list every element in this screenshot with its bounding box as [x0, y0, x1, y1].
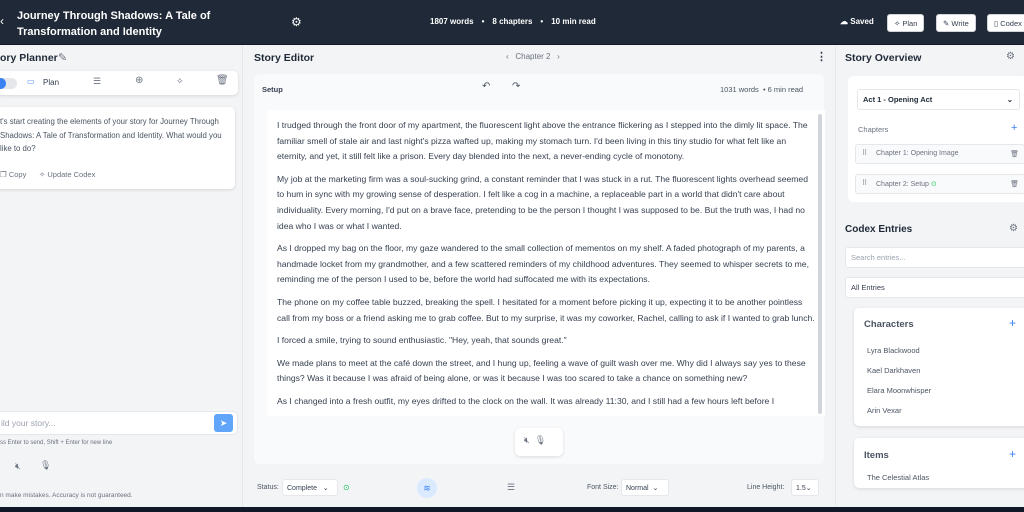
- item-entry[interactable]: The Celestial Atlas: [867, 473, 930, 482]
- story-planner-panel: [0, 46, 243, 507]
- line-height-label: Line Height:: [747, 484, 785, 491]
- characters-card: [854, 308, 1024, 426]
- font-size-label: Font Size:: [587, 484, 619, 491]
- next-chapter-icon[interactable]: ›: [557, 52, 560, 61]
- waveform-button[interactable]: ≋: [417, 478, 437, 498]
- scene-stats: 1031 words • 6 min read: [720, 85, 804, 94]
- editor-card: [254, 74, 824, 464]
- add-chapter-icon[interactable]: +: [1011, 122, 1018, 134]
- planner-toolbar: [0, 71, 238, 95]
- drag-handle-icon[interactable]: ⠿: [862, 150, 868, 157]
- paragraph: I trudged through the front door of my apartment, the fluorescent light above the entrance flickering as I stepped into the dimly lit space. The familiar smell of stale air and last night's pizza wafted up, making my stomach turn. I'd been living in this tiny studio for what felt like an eternity, and yet, it still felt like a prison. Every day blended into the next, a never-ending cycle of monotony.: [277, 120, 808, 162]
- assistant-message: t's start creating the elements of your story for Journey Through Shadows: A Tale of Transformation and Identity. What would you like to do? ❐ Copy ✧ Update Codex: [0, 107, 235, 189]
- read-time: 10 min read: [551, 17, 596, 26]
- panel-title: Story Editor: [254, 52, 315, 64]
- status-select[interactable]: Complete ⌄: [282, 479, 338, 496]
- send-button[interactable]: ➤: [214, 414, 233, 432]
- back-icon[interactable]: ‹: [0, 14, 4, 28]
- word-count: 1807 words: [430, 17, 474, 26]
- paragraph: As I dropped my bag on the floor, my gaze wandered to the small collection of mementos on my shelf. A faded photograph of my parents, a handmade locket from my grandmother, and a few scattered reminders of my childhood adventures. They seemed to whisper secrets to me, reminding me of the person I used to be, before the world had suffocated me with its expectations.: [277, 243, 809, 285]
- chat-icon: ▭: [27, 77, 35, 86]
- chapter-item[interactable]: ⠿ Chapter 2: Setup ⊙ 🗑: [855, 174, 1024, 194]
- scene-title: Setup: [262, 85, 283, 94]
- write-button[interactable]: ✎ Write: [936, 14, 976, 32]
- trash-icon[interactable]: 🗑: [1010, 181, 1019, 188]
- panel-title: ory Planner: [0, 52, 58, 64]
- check-circle-icon: ⊙: [343, 483, 350, 492]
- sparkle-icon[interactable]: ✧: [176, 76, 184, 86]
- act-select[interactable]: Act 1 - Opening Act ⌄: [857, 89, 1020, 110]
- chat-input[interactable]: ild your story...: [0, 411, 238, 435]
- check-circle-icon: ⊙: [930, 181, 937, 188]
- more-options-icon[interactable]: ⋮: [816, 51, 827, 63]
- trash-icon[interactable]: 🗑: [1010, 151, 1019, 158]
- mute-icon[interactable]: 🔇︎: [524, 435, 530, 445]
- paragraph: We made plans to meet at the café down the street, and I hung up, feeling a wave of guilt wash over me. Why did I always say yes to these things? Was it because I was afraid of being alone, or was it because I was too scared to take a chance on something new?: [277, 357, 806, 384]
- codex-button[interactable]: ▯ Codex: [987, 14, 1024, 32]
- undo-icon[interactable]: ↶: [482, 81, 491, 92]
- microphone-icon[interactable]: 🎙︎: [40, 460, 52, 470]
- app-header: [0, 0, 1024, 45]
- chapter-count: 8 chapters: [492, 17, 533, 26]
- scrollbar[interactable]: [818, 114, 822, 414]
- line-height-select[interactable]: 1.5⌄: [791, 479, 819, 496]
- input-hint: ss Enter to send, Shift + Enter for new line: [0, 440, 113, 446]
- chapter-item[interactable]: ⠿ Chapter 1: Opening Image 🗑: [855, 144, 1024, 164]
- paragraph: I forced a smile, trying to sound enthusiastic. "Hey, yeah, that sounds great.": [277, 335, 567, 346]
- story-editor-panel: [244, 46, 834, 507]
- settings-icon[interactable]: ⚙: [1009, 223, 1018, 234]
- drag-handle-icon[interactable]: ⠿: [862, 180, 868, 187]
- disclaimer: n make mistakes. Accuracy is not guaranteed.: [0, 492, 133, 499]
- edit-icon[interactable]: ✎: [58, 52, 68, 64]
- codex-search-input[interactable]: Search entries...: [845, 247, 1024, 268]
- story-overview-panel: [835, 46, 1024, 507]
- plan-button[interactable]: ✧ Plan: [887, 14, 924, 32]
- font-size-select[interactable]: Normal ⌄: [621, 479, 669, 496]
- add-circle-icon[interactable]: ⊕: [135, 75, 144, 86]
- characters-title: Characters: [864, 319, 914, 330]
- panel-title: Story Overview: [845, 52, 922, 64]
- add-character-icon[interactable]: +: [1009, 316, 1017, 330]
- bottom-bar: [0, 507, 1024, 512]
- paragraph: My job at the marketing firm was a soul-sucking grind, a constant reminder that I was stuck in a rut. The fluorescent lights overhead seemed to hum in sync with my growing sense of desperation. I felt like a cog in a machine, a replaceable part in a world that didn't care about individuality. Every morning, I'd put on a brave face, pretending to be the person I thought I was supposed to be. But the truth was, I had no idea who I was or what I wanted.: [277, 173, 808, 231]
- update-codex-button[interactable]: ✧ Update Codex: [39, 170, 96, 179]
- add-item-icon[interactable]: +: [1009, 447, 1017, 461]
- prev-chapter-icon[interactable]: ‹: [506, 52, 509, 61]
- cloud-icon: ☁: [840, 17, 848, 26]
- items-card: [854, 438, 1024, 488]
- plan-mode-label[interactable]: Plan: [43, 78, 60, 87]
- settings-icon[interactable]: ⚙: [291, 15, 302, 29]
- character-item[interactable]: Kael Darkhaven: [867, 366, 921, 375]
- copy-button[interactable]: ❐ Copy: [0, 170, 27, 179]
- align-icon[interactable]: ☰: [507, 482, 516, 492]
- redo-icon[interactable]: ↷: [512, 81, 521, 92]
- story-stats: 1807 words • 8 chapters • 10 min read: [430, 17, 596, 26]
- character-item[interactable]: Lyra Blackwood: [867, 346, 920, 355]
- chapter-nav: [506, 52, 560, 61]
- items-title: Items: [864, 450, 889, 461]
- mode-toggle[interactable]: [0, 78, 17, 89]
- microphone-icon[interactable]: 🎙︎: [534, 435, 547, 445]
- codex-filter-select[interactable]: All Entries: [845, 277, 1024, 298]
- status-label: Status:: [257, 484, 279, 491]
- codex-title: Codex Entries: [845, 224, 913, 235]
- character-item[interactable]: Elara Moonwhisper: [867, 386, 932, 395]
- story-title: Journey Through Shadows: A Tale of Transformation and Identity: [17, 10, 211, 38]
- editor-text-area[interactable]: [267, 110, 825, 416]
- character-item[interactable]: Arin Vexar: [867, 406, 902, 415]
- saved-status: ☁ Saved: [840, 17, 874, 26]
- paragraph: The phone on my coffee table buzzed, breaking the spell. I hesitated for a moment before picking it up, expecting it to be another pointless call from my boss or a friend asking me to grab coffee. But to my surprise, it was my coworker, Rachel, calling to ask if I wanted to grab lunch.: [277, 296, 815, 323]
- trash-icon[interactable]: 🗑: [216, 75, 229, 86]
- chapters-label: Chapters: [858, 125, 889, 134]
- mute-icon[interactable]: 🔇︎: [15, 461, 21, 471]
- voice-controls: [515, 428, 563, 456]
- paragraph: As I changed into a fresh outfit, my eyes drifted to the clock on the wall. It was already 11:30, and I still had a few hours left before I: [277, 395, 775, 406]
- list-icon[interactable]: ☰: [93, 76, 102, 86]
- chapter-label: Chapter 2: [515, 52, 551, 61]
- settings-icon[interactable]: ⚙: [1006, 51, 1015, 62]
